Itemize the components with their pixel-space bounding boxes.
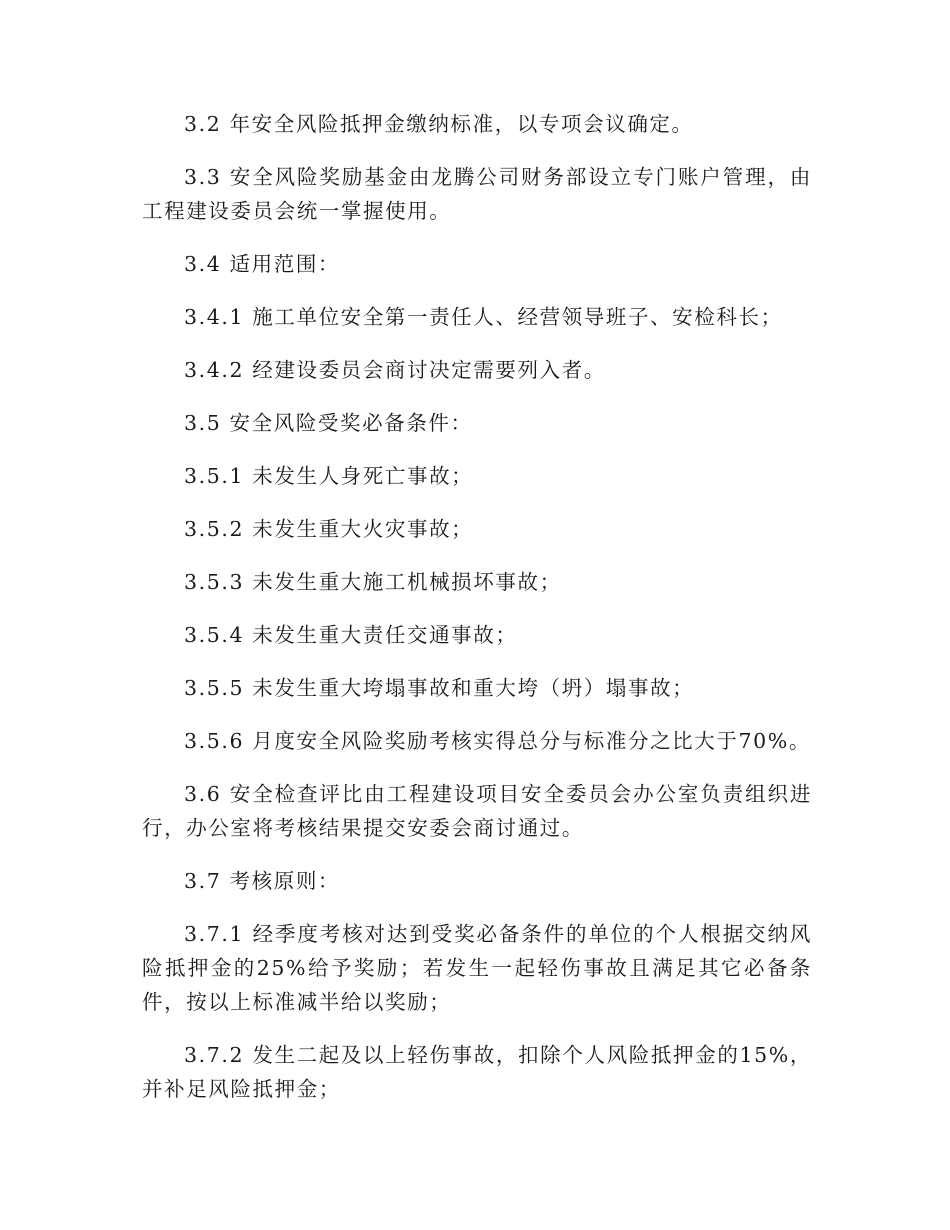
- document-body: [142, 107, 812, 1106]
- paragraph-3-3: 3.3 安全风险奖励基金由龙腾公司财务部设立专门账户管理，由工程建设委员会统一掌握使用。: [142, 165, 812, 223]
- paragraph-3-7: 3.7 考核原则：: [184, 869, 341, 893]
- paragraph-3-7-2: 3.7.2 发生二起及以上轻伤事故，扣除个人风险抵押金的15%，并补足风险抵押金；: [142, 1043, 812, 1101]
- paragraph-3-5: 3.5 安全风险受奖必备条件：: [184, 411, 473, 435]
- paragraph-3-4-1: 3.4.1 施工单位安全第一责任人、经营领导班子、安检科长；: [184, 305, 783, 329]
- paragraph-3-2: 3.2 年安全风险抵押金缴纳标准，以专项会议确定。: [184, 112, 694, 136]
- paragraph-3-6: 3.6 安全检查评比由工程建设项目安全委员会办公室负责组织进行，办公室将考核结果提交安委会商讨通过。: [142, 782, 812, 840]
- paragraph-3-5-1: 3.5.1 未发生人身死亡事故；: [184, 464, 474, 488]
- paragraph-3-4-2: 3.4.2 经建设委员会商讨决定需要列入者。: [184, 358, 606, 382]
- paragraph-3-4: 3.4 适用范围：: [184, 252, 341, 276]
- paragraph-3-7-1: 3.7.1 经季度考核对达到受奖必备条件的单位的个人根据交纳风险抵押金的25%给予奖励；若发生一起轻伤事故且满足其它必备条件，按以上标准减半给以奖励；: [142, 922, 813, 1014]
- paragraph-3-5-4: 3.5.4 未发生重大责任交通事故；: [184, 623, 518, 647]
- paragraph-3-5-5: 3.5.5 未发生重大垮塌事故和重大垮（坍）塌事故；: [184, 676, 695, 700]
- paragraph-3-5-6: 3.5.6 月度安全风险奖励考核实得总分与标准分之比大于70%。: [184, 729, 811, 753]
- paragraph-3-5-2: 3.5.2 未发生重大火灾事故；: [184, 517, 474, 541]
- paragraph-3-5-3: 3.5.3 未发生重大施工机械损坏事故；: [184, 570, 562, 594]
